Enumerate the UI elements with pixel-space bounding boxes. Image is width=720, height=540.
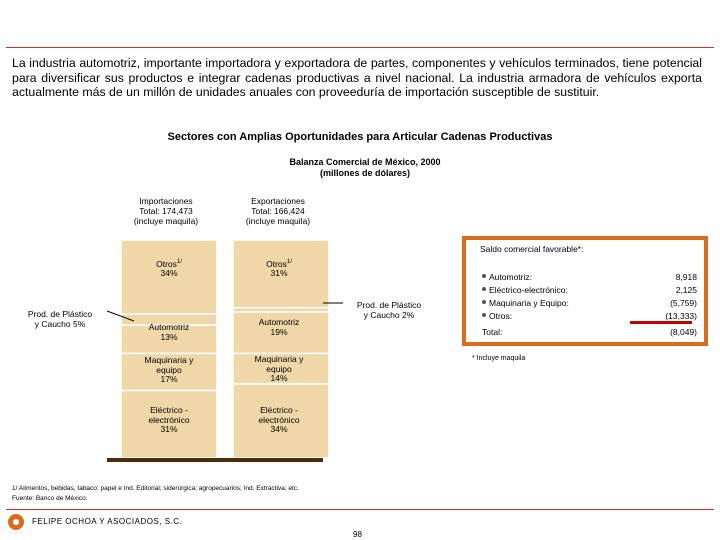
- exports-otros-sup: 1/: [286, 259, 292, 265]
- intro-paragraph: La industria automotriz, importante importadora y exportadora de partes, componentes y vehículos terminados, tiene potencial para diversificar sus productos e integrar cadenas productivas a nivel nacional. La industria armadora de vehículos exporta actualmente más de un millón de unidades anuales con proveeduría de importación susceptible de sustituir.: [12, 56, 702, 99]
- exports-plastic-value: y Caucho 2%: [363, 310, 415, 320]
- imports-plastic-name: Prod. de Plástico: [27, 309, 93, 319]
- maquila-note: * Incluye maquila: [472, 355, 526, 362]
- imports-maquinaria-value: 17%: [160, 374, 178, 384]
- balance-total-label: Total:: [482, 327, 503, 337]
- balance-row-label: Automotriz:: [489, 272, 532, 282]
- exports-otros-label: [239, 258, 319, 279]
- exports-header-name: Exportaciones: [251, 196, 305, 206]
- imports-electrico-name-2: electrónico: [148, 414, 190, 425]
- imports-header-total: Total: 174,473: [139, 206, 193, 216]
- imports-maquinaria-label: [129, 356, 209, 385]
- imports-automotriz-value: 13%: [160, 331, 178, 342]
- exports-electrico-value: 34%: [270, 424, 288, 434]
- exports-maquinaria-value: 14%: [270, 373, 288, 383]
- exports-electrico-name-2: electrónico: [258, 414, 300, 425]
- slide-heading: Sectores con Amplias Oportunidades para Articular Cadenas Productivas: [167, 131, 553, 143]
- exports-plastic-callout: [343, 300, 435, 320]
- bullet-icon: [482, 287, 486, 291]
- imports-otros-value: 34%: [160, 268, 178, 279]
- source-note: Fuente: Banco de México.: [12, 495, 88, 502]
- balance-row: [482, 298, 697, 310]
- balance-row-value: (13,333): [665, 311, 697, 321]
- imports-maquinaria-name-1: Maquinaria y: [144, 355, 194, 365]
- footer-divider: [6, 509, 714, 510]
- bullet-icon: [482, 300, 486, 304]
- imports-header-name: Importaciones: [139, 196, 193, 206]
- footnote-1: 1/ Alimentos, bebidas, tabaco; papel e Ind. Editorial; siderúrgica; agropecuarios; Ind. Extractiva; etc.: [12, 485, 299, 492]
- exports-maquinaria-label: [239, 355, 319, 384]
- imports-electrico-label: [129, 406, 209, 435]
- exports-header-note: (incluye maquila): [245, 216, 311, 226]
- exports-automotriz-value: 19%: [270, 326, 288, 337]
- page-number: 98: [353, 530, 362, 539]
- exports-maquinaria-name-1: Maquinaria y: [254, 354, 304, 364]
- imports-electrico-value: 31%: [160, 424, 178, 434]
- exports-header-total: Total: 166,424: [251, 206, 305, 216]
- balance-row-label: Otros:: [489, 311, 513, 321]
- imports-electrico-name-1: Eléctrico -: [150, 405, 188, 415]
- trade-balance-box: [462, 236, 708, 346]
- balance-row-label: Eléctrico-electrónico:: [489, 285, 568, 295]
- company-logo-icon: [8, 514, 24, 530]
- balance-row-label: Maquinaria y Equipo:: [489, 298, 569, 308]
- imports-plastic-value: y Caucho 5%: [34, 319, 86, 329]
- exports-electrico-label: [239, 406, 319, 435]
- imports-maquinaria-name-2: equipo: [156, 364, 182, 375]
- balance-row-value: 8,918: [675, 272, 697, 282]
- balance-total-row: [482, 327, 697, 339]
- chart-baseline: [107, 458, 323, 462]
- imports-otros-name: Otros: [156, 258, 177, 269]
- footer-company-name: FELIPE OCHOA Y ASOCIADOS, S.C.: [32, 517, 183, 526]
- chart-subtitle: (millones de dólares): [319, 168, 411, 178]
- footnotes: [12, 484, 299, 504]
- balance-title: Saldo comercial favorable*:: [480, 244, 584, 254]
- exports-otros-value: 31%: [270, 268, 288, 279]
- balance-row: [482, 285, 697, 297]
- balance-total-value: (8,049): [670, 327, 697, 337]
- imports-plastic-callout: [14, 309, 106, 329]
- imports-otros-label: [129, 258, 209, 279]
- imports-otros-sup: 1/: [176, 259, 182, 265]
- exports-plastic-name: Prod. de Plástico: [356, 300, 422, 310]
- exports-automotriz-label: [239, 318, 319, 337]
- imports-automotriz-name: Automotriz: [148, 322, 190, 332]
- imports-header-note: (incluye maquila): [133, 216, 199, 226]
- chart-title-main: Balanza Comercial de México, 2000: [289, 157, 441, 167]
- balance-row: [482, 272, 697, 284]
- exports-automotriz-name: Automotriz: [258, 317, 300, 327]
- bullet-icon: [482, 313, 486, 317]
- imports-automotriz-label: [129, 323, 209, 342]
- balance-row-value: 2,125: [675, 285, 697, 295]
- exports-maquinaria-name-2: equipo: [266, 363, 292, 374]
- exports-electrico-name-1: Eléctrico -: [260, 405, 298, 415]
- exports-otros-name: Otros: [266, 258, 287, 269]
- total-highlight-line: [630, 321, 692, 324]
- balance-row-value: (5,759): [670, 298, 697, 308]
- bullet-icon: [482, 274, 486, 278]
